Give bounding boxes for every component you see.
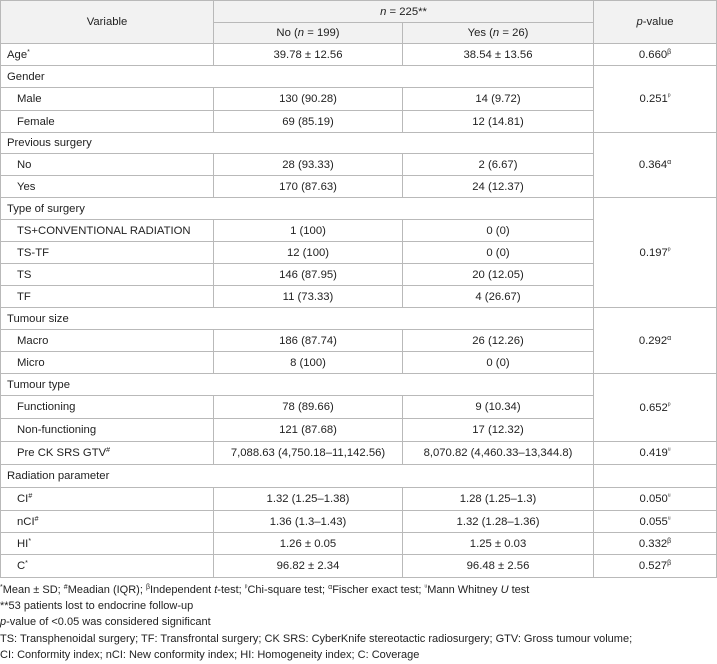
cell-ts-tf-no: 12 (100) — [214, 242, 403, 264]
label-functioning: Functioning — [1, 396, 214, 419]
label-ts: TS — [1, 264, 214, 286]
footnotes — [0, 582, 717, 663]
section-previous-surgery: Previous surgery — [1, 133, 403, 154]
label-female: Female — [1, 111, 214, 133]
section-gender: Gender — [1, 66, 403, 88]
cell-tf-no: 11 (73.33) — [214, 286, 403, 308]
p-nci: $0.055^ᵘ$ — [594, 511, 717, 533]
header-no: No (n = 199) — [214, 23, 403, 44]
label-macro: Macro — [1, 330, 214, 352]
row-type-of-surgery — [1, 198, 717, 220]
cell-prev-yes-yes: 24 (12.37) — [403, 176, 594, 198]
section-tumour-size: Tumour size — [1, 308, 403, 330]
cell-macro-no: 186 (87.74) — [214, 330, 403, 352]
cell-micro-no: 8 (100) — [214, 352, 403, 374]
cell-functioning-no: 78 (89.66) — [214, 396, 403, 419]
row-previous-surgery — [1, 133, 717, 154]
p-ci: $0.050^ᵘ$ — [594, 488, 717, 511]
cell-ci-no: 1.32 (1.25–1.38) — [214, 488, 403, 511]
header-yes: Yes (n = 26) — [403, 23, 594, 44]
cell-non-functioning-yes: 17 (12.32) — [403, 419, 594, 442]
cell-prev-yes-no: 170 (87.63) — [214, 176, 403, 198]
row-gender — [1, 66, 717, 88]
cell-tf-yes: 4 (26.67) — [403, 286, 594, 308]
section-radiation-parameter: Radiation parameter — [1, 465, 403, 488]
p-hi: $0.332^\beta$ — [594, 533, 717, 555]
cell-nci-no: 1.36 (1.3–1.43) — [214, 511, 403, 533]
p-type-of-surgery: $0.197^ᵖ$ — [594, 198, 717, 308]
cell-ts-conv-no: 1 (100) — [214, 220, 403, 242]
header-variable: Variable — [1, 1, 214, 44]
cell-hi-yes: 1.25 ± 0.03 — [403, 533, 594, 555]
label-micro: Micro — [1, 352, 214, 374]
row-pre-ck-srs-gtv — [1, 442, 717, 465]
header-n-total: n = 225** — [214, 1, 594, 23]
cell-male-yes: 14 (9.72) — [403, 88, 594, 111]
row-hi — [1, 533, 717, 555]
header-p-value: p-value — [594, 1, 717, 44]
cell-ci-yes: 1.28 (1.25–1.3) — [403, 488, 594, 511]
cell-male-no: 130 (90.28) — [214, 88, 403, 111]
header-row-1 — [1, 1, 717, 23]
cell-prev-no-no: 28 (93.33) — [214, 154, 403, 176]
row-age — [1, 44, 717, 66]
footnote-abbreviations-1: TS: Transphenoidal surgery; TF: Transfrontal surgery; CK SRS: CyberKnife stereotactic radiosurgery; GTV: Gross tumour volume; — [0, 632, 633, 645]
p-c: $0.527^\beta$ — [594, 555, 717, 578]
label-ci: CI# — [1, 488, 214, 511]
p-gender: $0.251^ᵖ$ — [594, 66, 717, 133]
cell-hi-no: 1.26 ± 0.05 — [214, 533, 403, 555]
label-age: Age* — [1, 44, 214, 66]
label-ts-tf: TS-TF — [1, 242, 214, 264]
cell-pre-ck-yes: 8,070.82 (4,460.33–13,344.8) — [403, 442, 594, 465]
label-hi: HI* — [1, 533, 214, 555]
cell-nci-yes: 1.32 (1.28–1.36) — [403, 511, 594, 533]
cell-micro-yes: 0 (0) — [403, 352, 594, 374]
label-c: C* — [1, 555, 214, 578]
cell-ts-yes: 20 (12.05) — [403, 264, 594, 286]
cell-ts-tf-yes: 0 (0) — [403, 242, 594, 264]
cell-female-no: 69 (85.19) — [214, 111, 403, 133]
section-type-of-surgery: Type of surgery — [1, 198, 403, 220]
p-age: $0.660^\beta$ — [594, 44, 717, 66]
footnote-legend: *Mean ± SD; #Meadian (IQR); $^\beta$Independent t-test; $^ᵖ$Chi-square test; $^\alpha$Fischer exact test; $^ᵘ$Mann Whitney U test — [0, 584, 530, 596]
footnote-significance: p-value of <0.05 was considered significant — [0, 616, 211, 629]
label-prev-no: No — [1, 154, 214, 176]
p-tumour-size: $0.292^\alpha$ — [594, 308, 717, 374]
footnote-lost-followup: **53 patients lost to endocrine follow-up — [0, 600, 194, 613]
cell-functioning-yes: 9 (10.34) — [403, 396, 594, 419]
label-non-functioning: Non-functioning — [1, 419, 214, 442]
cell-prev-no-yes: 2 (6.67) — [403, 154, 594, 176]
row-nci — [1, 511, 717, 533]
row-tumour-type — [1, 374, 717, 396]
row-c — [1, 555, 717, 578]
label-prev-yes: Yes — [1, 176, 214, 198]
cell-c-no: 96.82 ± 2.34 — [214, 555, 403, 578]
label-male: Male — [1, 88, 214, 111]
p-tumour-type: $0.652^ᵖ$ — [594, 374, 717, 442]
p-previous-surgery: $0.364^\alpha$ — [594, 133, 717, 198]
cell-c-yes: 96.48 ± 2.56 — [403, 555, 594, 578]
cell-pre-ck-no: 7,088.63 (4,750.18–11,142.56) — [214, 442, 403, 465]
cell-age-yes: 38.54 ± 13.56 — [403, 44, 594, 66]
p-pre-ck: $0.419^ᵘ$ — [594, 442, 717, 465]
cell-female-yes: 12 (14.81) — [403, 111, 594, 133]
section-tumour-type: Tumour type — [1, 374, 403, 396]
row-tumour-size — [1, 308, 717, 330]
label-ts-conv: TS+CONVENTIONAL RADIATION — [1, 220, 214, 242]
footnote-abbreviations-2: CI: Conformity index; nCI: New conformity index; HI: Homogeneity index; C: Coverage — [0, 648, 420, 661]
label-nci: nCI# — [1, 511, 214, 533]
cell-ts-conv-yes: 0 (0) — [403, 220, 594, 242]
cell-non-functioning-no: 121 (87.68) — [214, 419, 403, 442]
row-ci — [1, 488, 717, 511]
label-pre-ck-srs-gtv: Pre CK SRS GTV# — [1, 442, 214, 465]
cell-macro-yes: 26 (12.26) — [403, 330, 594, 352]
label-tf: TF — [1, 286, 214, 308]
row-radiation-parameter — [1, 465, 717, 488]
cell-ts-no: 146 (87.95) — [214, 264, 403, 286]
cell-age-no: 39.78 ± 12.56 — [214, 44, 403, 66]
